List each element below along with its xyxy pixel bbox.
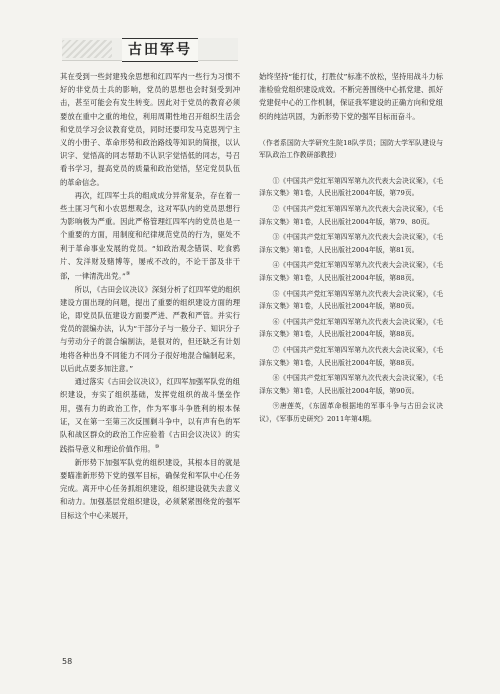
right-column [259,70,443,429]
footnote-item: ⑤《中国共产党红军第四军第九次代表大会决议案》，《毛泽东文集》第1卷，人民出版社2004年版，第80页。 [259,289,443,311]
footnote-item: ⑦《中国共产党红军第四军第九次代表大会决议案》，《毛泽东文集》第1卷，人民出版社2004年版，第88页。 [259,345,443,367]
footnotes [259,175,443,426]
body-paragraph: 新形势下加强军队党的组织建设，其根本目的就是要瞄准新形势下党的强军目标，确保党和军队中心任务完成。离开中心任务抓组织建设，组织建设就失去意义和动力。加强基层党组织建设，必须紧紧围绕党的强军目标这个中心来展开， [60,457,240,520]
footnote-item: ④《中国共产党红军第四军第九次代表大会决议案》，《毛泽东文集》第1卷，人民出版社2004年版，第88页。 [259,261,443,282]
body-paragraph: 再次，红四军士兵的组成成分异常复杂，存在着一些土匪习气和小农思想观念，这对军队内的党员思想行为影响极为严重。因此严格管理红四军内的党员也是一个重要的方面，用制度和纪律规范党员的行为，驱处不利于革命事业发展的党员。“如政治观念错误、吃食鸦片、发洋财及赌博等，屡戒不改的，不论干部及非干部，一律清洗出党。”⑨ [60,190,240,281]
footnote-mark: ⑩ [154,444,160,451]
footnote-item: ⑨唐莲英，《东固革命根据地的军事斗争与古田会议决议》，《军事历史研究》2011年第4期。 [259,402,443,423]
body-paragraph: 始终坚持“能打仗，打胜仗”标准不放松，坚持用战斗力标准检验党组织建设成效。不断完善围绕中心抓党建、抓好党建促中心的工作机制，保证我军建设的正确方向和党组织的纯洁巩固，为新形势下党的强军目标而奋斗。 [259,72,443,121]
section-banner [62,38,238,61]
body-paragraph: 通过落实《古田会议决议》，红四军加强军队党的组织建设，夯实了组织基础，发挥党组织的战斗堡垒作用，强有力的政治工作，作为军事斗争胜利的根本保证，又在第一至第三次反围剿斗争中，以有声有色的军队和战区群众的政治工作应验着《古田会议决议》的实践指导意义和理论价值作用。⑩ [60,377,240,454]
author-note: （作者系国防大学研究生院18队学员；国防大学军队建设与军队政治工作教研部教授） [259,138,443,159]
footnote-item: ②《中国共产党红军第四军第九次代表大会决议案》，《毛泽东文集》第1卷，人民出版社2004年版，第79、80页。 [259,205,443,226]
footnote-item: ①《中国共产党红军第四军第九次代表大会决议案》，《毛泽东文集》第1卷，人民出版社2004年版，第79页。 [259,176,443,198]
body-paragraph: 所以，《古田会议决议》深刻分析了红四军党的组织建设方面出现的问题，提出了重要的组织建设方面的理论，即党员队伍建设方面要严进、严教和严管。并实行党员的混编办法，认为“干部分子与一般分子、知识分子与劳动分子的混合编制法，是很对的，但还缺乏有计划地将各种出身不同能力不同分子很好地混合编制起来，以后此点要多加注意。” [60,284,240,373]
footnote-item: ⑧《中国共产党红军第四军第九次代表大会决议案》，《毛泽东文集》第1卷，人民出版社2004年版，第90页。 [259,374,443,395]
footnote-item: ⑥《中国共产党红军第四军第九次代表大会决议案》，《毛泽东文集》第1卷，人民出版社2004年版，第88页。 [259,317,443,339]
left-column [60,70,240,522]
section-title: 古田军号 [122,38,198,62]
footnote-item: ③《中国共产党红军第四军第九次代表大会决议案》，《毛泽东文集》第1卷，人民出版社2004年版，第81页。 [259,233,443,254]
page-number: 58 [62,657,73,666]
footnote-mark: ⑨ [125,271,131,278]
banner-decoration [62,40,112,58]
body-paragraph: 其在受到一些封建残余思想和红四军内一些行为习惯不好的非党员士兵的影响，党员的思想也会时刻受到冲击，甚至可能会有发生转变。因此对于党员的教育必须要放在重中之重的地位，利用周期性地召开组织生活会和党员学习会议教育党员，同时还要印发马克思列宁主义的小册子、革命形势和政治路线等知识的简报，以认识字、觉悟高的同志帮助不认识字觉悟低的同志，号召看书学习，提高党员的质量和政治觉悟，坚定党员队伍的革命信念。 [60,72,240,187]
